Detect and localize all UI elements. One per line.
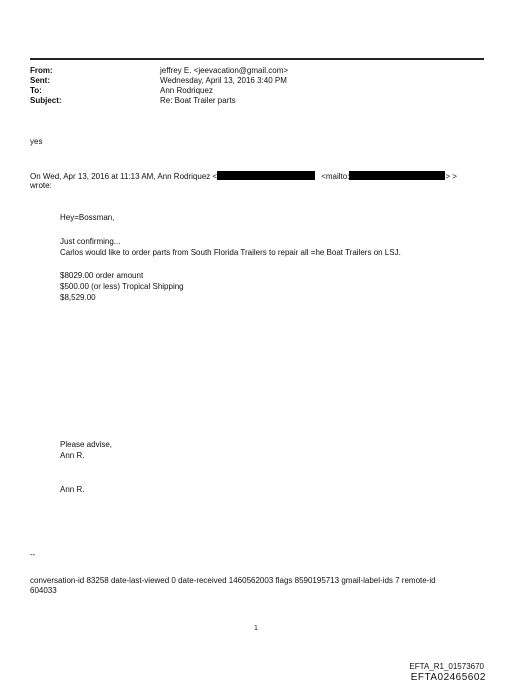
reply-text: yes	[30, 137, 43, 146]
signature-2: Ann R.	[60, 485, 85, 494]
total-line: $8,529.00	[60, 293, 96, 302]
from-value: jeffrey E. <jeevacation@gmail.com>	[160, 66, 289, 75]
advise-text: Please advise,	[60, 440, 113, 449]
page-number: 1	[254, 625, 258, 632]
quote-intro-wrote: wrote:	[30, 181, 52, 190]
to-row	[30, 86, 288, 96]
subject-label: Subject:	[30, 96, 62, 105]
metadata-line-1: conversation-id 83258 date-last-viewed 0 date-received 1460562003 flags 8590195713 gmail-label-ids 7 remote-id	[30, 576, 436, 585]
subject-value: Re: Boat Trailer parts	[160, 96, 236, 105]
redaction-bar	[217, 171, 315, 180]
to-label: To:	[30, 86, 42, 95]
separator-text: --	[30, 550, 36, 559]
quote-intro-mailto: <mailto:	[321, 172, 350, 181]
to-value: Ann Rodriquez	[160, 86, 213, 95]
email-header	[30, 66, 288, 106]
body-line-1: Just confirming...	[60, 237, 121, 246]
redaction-bar	[349, 171, 445, 180]
header-divider	[30, 58, 484, 60]
sent-value: Wednesday, April 13, 2016 3:40 PM	[160, 76, 287, 85]
doc-id-small: EFTA_R1_01573670	[409, 662, 484, 671]
sent-label: Sent:	[30, 76, 50, 85]
quote-intro-suffix: > >	[445, 172, 457, 181]
body-line-2: Carlos would like to order parts from South Florida Trailers to repair all =he Boat Trailers on LSJ.	[60, 248, 401, 257]
subject-row	[30, 96, 288, 106]
from-row	[30, 66, 288, 76]
quote-intro-prefix: On Wed, Apr 13, 2016 at 11:13 AM, Ann Rodriquez <	[30, 172, 218, 181]
sent-row	[30, 76, 288, 86]
doc-id-large: EFTA02465602	[410, 672, 486, 683]
metadata-line-2: 604033	[30, 586, 57, 595]
amount-line-1: $8029.00 order amount	[60, 271, 144, 280]
from-label: From:	[30, 66, 53, 75]
signature-1: Ann R.	[60, 451, 85, 460]
greeting-text: Hey=Bossman,	[60, 213, 115, 222]
amount-line-2: $500.00 (or less) Tropical Shipping	[60, 282, 184, 291]
quote-intro-line	[30, 171, 457, 182]
